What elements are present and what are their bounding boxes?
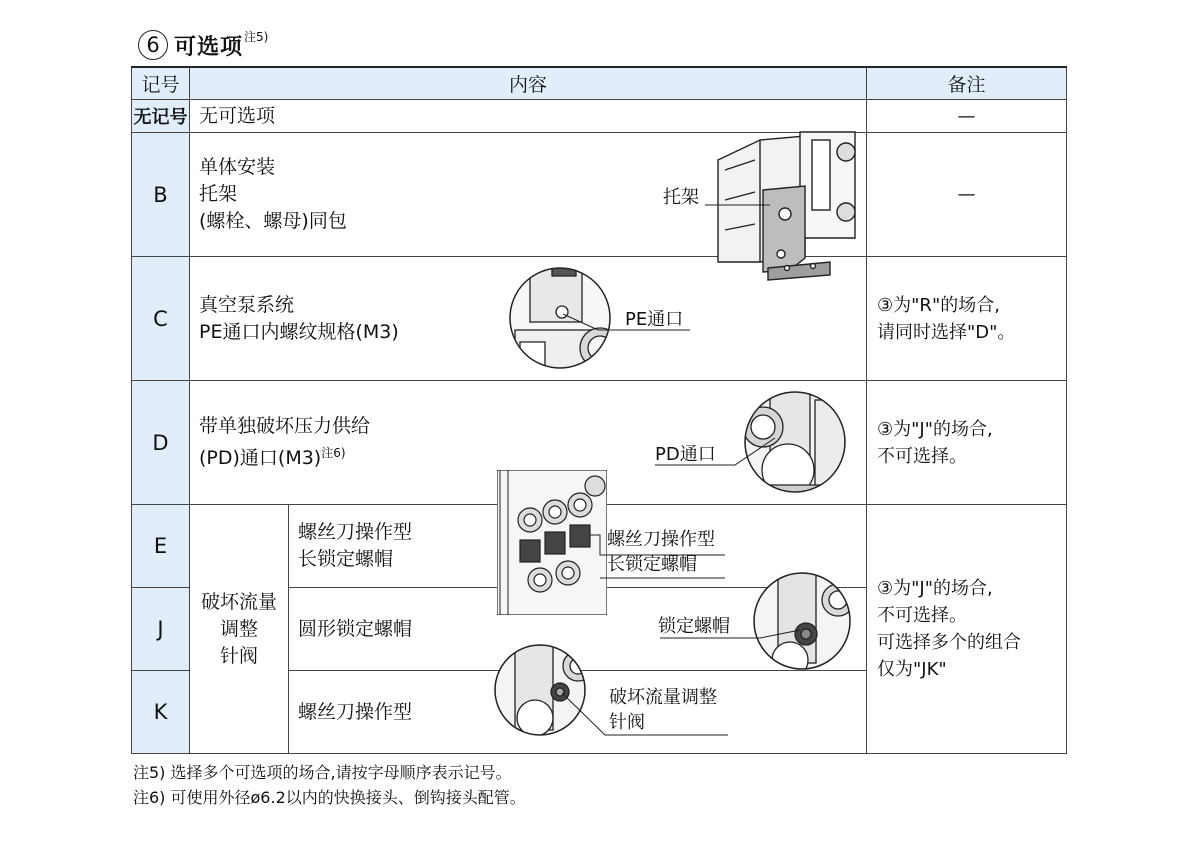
row-D-text <box>190 413 866 472</box>
row-content-D <box>190 381 867 505</box>
footnotes <box>133 760 526 810</box>
callout-long-lock-nut <box>607 527 715 577</box>
row-C-text <box>190 292 866 346</box>
row-K-text: 螺丝刀操作型 <box>298 700 413 723</box>
table-row <box>132 133 1067 257</box>
section-title: 可选项 <box>174 34 244 60</box>
row-content-B <box>190 133 867 257</box>
row-D-line: 带单独破坏压力供给 <box>199 415 371 437</box>
row-remark-none: — <box>867 100 1067 133</box>
callout-line: 破坏流量调整 <box>609 687 717 708</box>
callout-line: 螺丝刀操作型 <box>607 529 715 550</box>
row-C-remark-line: 请同时选择"D"。 <box>877 321 1016 343</box>
table-header-row <box>132 67 1067 100</box>
section-heading <box>138 28 268 62</box>
needle-valve-group-label <box>190 505 289 754</box>
row-remark-group <box>867 505 1067 754</box>
options-table <box>131 66 1067 754</box>
row-code-K: K <box>132 671 190 754</box>
row-content-K <box>289 671 867 754</box>
footnote: 注5) 选择多个可选项的场合,请按字母顺序表示记号。 <box>133 763 512 782</box>
callout-needle-valve <box>609 685 717 735</box>
row-B-line: 单体安装 <box>199 156 276 178</box>
row-D-note-ref: 注6) <box>321 446 346 460</box>
row-code-none: 无记号 <box>132 100 190 133</box>
row-C-line: PE通口内螺纹规格(M3) <box>199 320 399 343</box>
group-remark-line: 仅为"JK" <box>877 659 947 680</box>
group-remark-line: 可选择多个的组合 <box>877 632 1022 653</box>
row-C-remark-line: ③为"R"的场合, <box>877 294 1000 316</box>
group-remark-line: 不可选择。 <box>877 605 968 626</box>
header-remark: 备注 <box>867 67 1067 100</box>
row-E-line: 螺丝刀操作型 <box>298 521 413 543</box>
row-content-E <box>289 505 867 588</box>
callout-pe-port: PE通口 <box>625 309 684 330</box>
table-row <box>132 505 1067 588</box>
table-row <box>132 100 1067 133</box>
row-code-J: J <box>132 588 190 671</box>
section-number-badge: 6 <box>138 30 168 60</box>
row-E-text <box>289 519 866 573</box>
row-C-line: 真空泵系统 <box>199 293 295 316</box>
row-code-D: D <box>132 381 190 505</box>
row-content-J <box>289 588 867 671</box>
row-code-B: B <box>132 133 190 257</box>
row-content-none <box>190 100 867 133</box>
table-row <box>132 257 1067 381</box>
group-label-line: 针阀 <box>219 644 258 667</box>
row-D-line <box>199 440 866 472</box>
row-content-C <box>190 257 867 381</box>
callout-pd-port: PD通口 <box>655 444 716 465</box>
table-row <box>132 381 1067 505</box>
row-remark-B: — <box>867 133 1067 257</box>
row-content-none-text: 无可选项 <box>199 104 276 127</box>
row-B-line: (螺栓、螺母)同包 <box>199 210 347 232</box>
row-code-C: C <box>132 257 190 381</box>
callout-lock-nut: 锁定螺帽 <box>658 616 730 637</box>
group-remark-line: ③为"J"的场合, <box>877 578 993 599</box>
callout-bracket: 托架 <box>663 187 699 208</box>
row-B-line: 托架 <box>199 183 238 205</box>
callout-line: 长锁定螺帽 <box>607 554 697 575</box>
group-label-line: 破坏流量 <box>200 590 277 613</box>
row-D-line2: (PD)通口(M3) <box>199 447 322 469</box>
row-code-E: E <box>132 505 190 588</box>
row-remark-C <box>867 257 1067 381</box>
group-label-line: 调整 <box>219 617 258 640</box>
header-content: 内容 <box>190 67 867 100</box>
section-title-note: 注5) <box>244 29 269 44</box>
footnote: 注6) 可使用外径ø6.2以内的快换接头、倒钩接头配管。 <box>133 788 526 807</box>
row-E-line: 长锁定螺帽 <box>298 548 394 570</box>
row-D-remark-line: 不可选择。 <box>877 445 968 467</box>
row-remark-D <box>867 381 1067 505</box>
row-B-text <box>190 154 866 235</box>
callout-line: 针阀 <box>609 712 645 733</box>
row-D-remark-line: ③为"J"的场合, <box>877 418 993 440</box>
row-J-text: 圆形锁定螺帽 <box>298 617 413 640</box>
header-code: 记号 <box>132 67 190 100</box>
